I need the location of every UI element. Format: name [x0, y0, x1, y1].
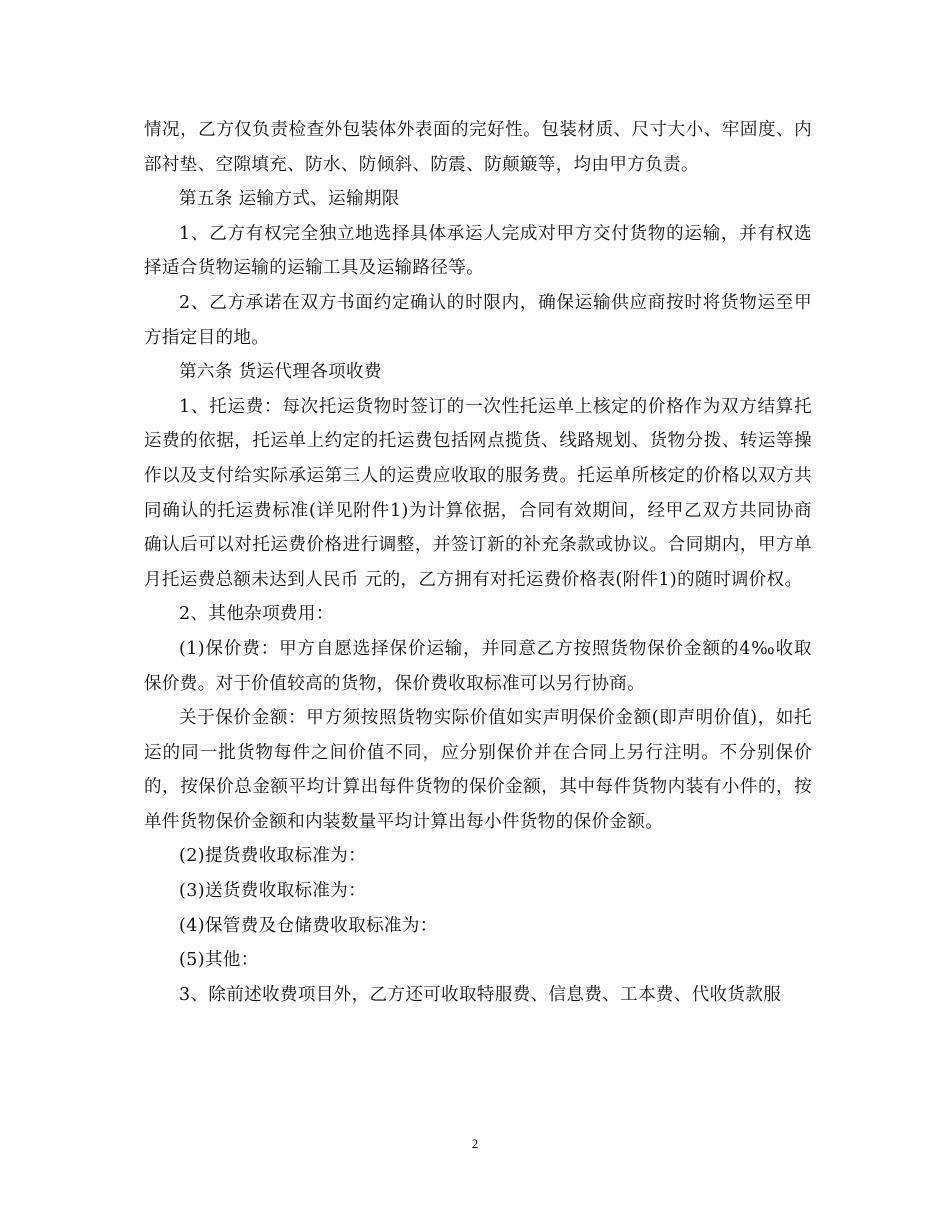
- paragraph-6-2: 2、其他杂项费用：: [179, 604, 334, 625]
- document-body: [144, 113, 812, 1012]
- paragraph-6-2-1: (1)保价费：甲方自愿选择保价运输，并同意乙方按照货物保价金额的4‰收取保价费。对于价值较高的货物，保价费收取标准可以另行协商。: [144, 638, 812, 694]
- paragraph-6-3: 3、除前述收费项目外，乙方还可收取特服费、信息费、工本费、代收货款服: [179, 984, 782, 1005]
- paragraph-6-1: 1、托运费：每次托运货物时签订的一次性托运单上核定的价格作为双方结算托运费的依据，托运单上约定的托运费包括网点揽货、线路规划、货物分拨、转运等操作以及支付给实际承运第三人的运费应收取的服务费。托运单所核定的价格以双方共同确认的托运费标准(详见附件1)为计算依据，合同有效期间，经甲乙双方共同协商确认后可以对托运费价格进行调整，并签订新的补充条款或协议。合同期内，甲方单月托运费总额未达到人民币 元的，乙方拥有对托运费价格表(附件1)的随时调价权。: [144, 396, 812, 590]
- article-heading-6: 第六条 货运代理各项收费: [179, 362, 382, 383]
- page-number: 2: [471, 1136, 479, 1151]
- paragraph-5-1: 1、乙方有权完全独立地选择具体承运人完成对甲方交付货物的运输，并有权选择适合货物运输的运输工具及运输路径等。: [144, 223, 812, 279]
- article-heading-5: 第五条 运输方式、运输期限: [179, 189, 400, 210]
- paragraph-continuation: 情况，乙方仅负责检查外包装体外表面的完好性。包装材质、尺寸大小、牢固度、内部衬垫、空隙填充、防水、防倾斜、防震、防颠簸等，均由甲方负责。: [144, 120, 812, 175]
- paragraph-6-2-4: (4)保管费及仓储费收取标准为：: [179, 915, 438, 936]
- paragraph-6-2-5: (5)其他：: [179, 950, 259, 971]
- paragraph-5-2: 2、乙方承诺在双方书面约定确认的时限内，确保运输供应商按时将货物运至甲方指定目的地。: [144, 292, 812, 348]
- paragraph-insured-amount: 关于保价金额：甲方须按照货物实际价值如实声明保价金额(即声明价值)，如托运的同一批货物每件之间价值不同，应分别保价并在合同上另行注明。不分别保价的，按保价总金额平均计算出每件货物的保价金额，其中每件货物内装有小件的，按单件货物保价金额和内装数量平均计算出每小件货物的保价金额。: [144, 708, 812, 832]
- paragraph-6-2-3: (3)送货费收取标准为：: [179, 881, 367, 902]
- paragraph-6-2-2: (2)提货费收取标准为：: [179, 846, 367, 867]
